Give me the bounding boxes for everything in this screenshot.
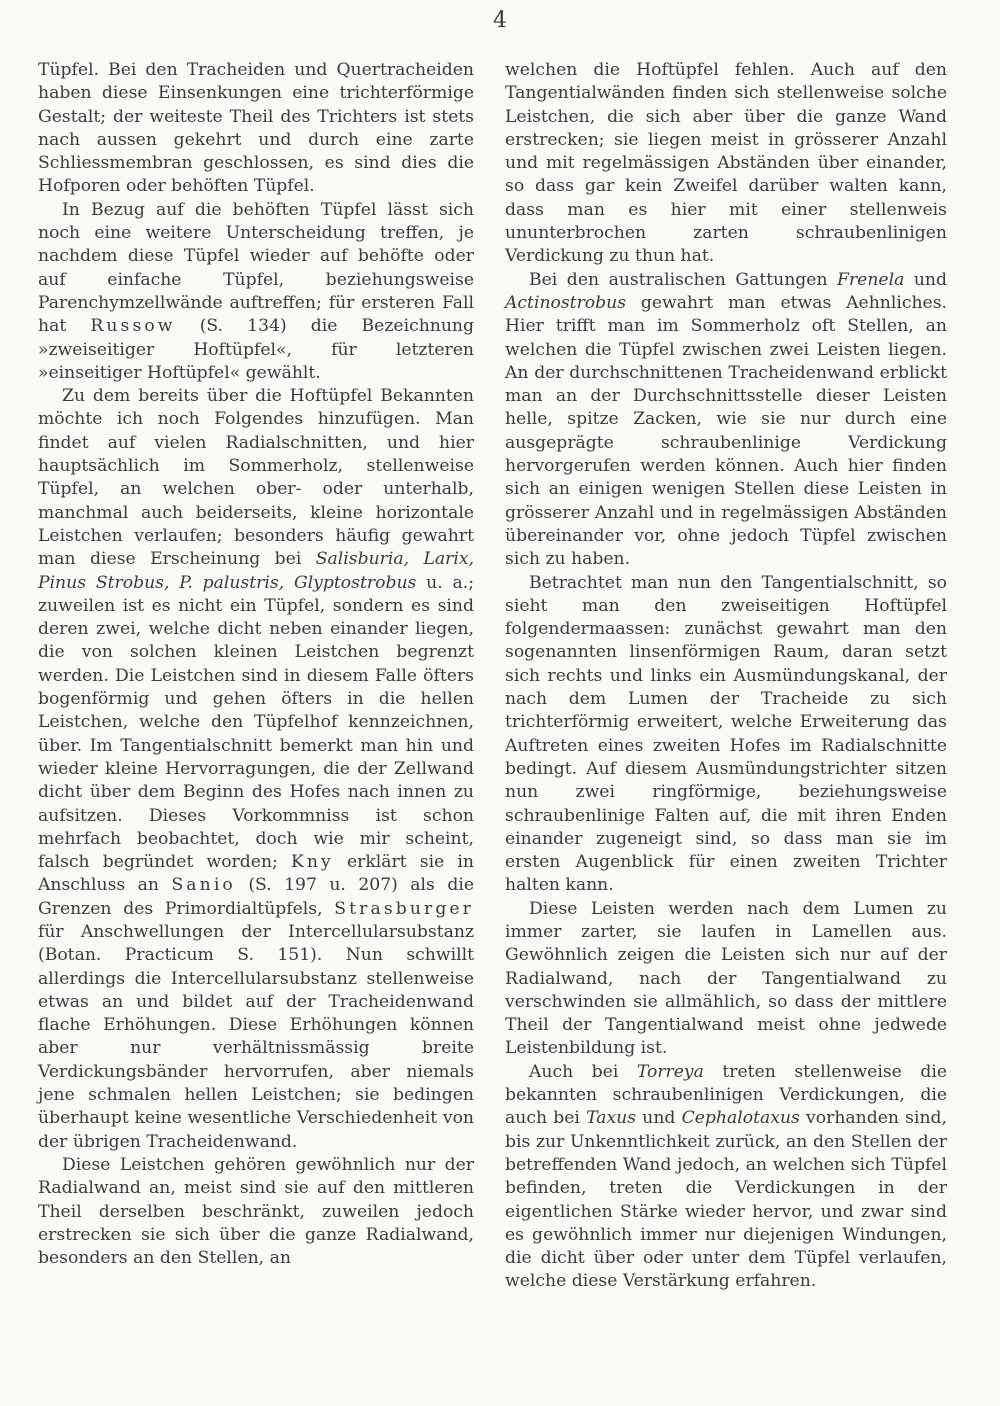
text-run: für Anschwellungen der Intercellularsubstanz (Botan. Practicum S. 151). Nun schwillt allerdings die Intercellularsubstanz stellenweise etwas an und bildet auf der Tracheidenwand flache Erhöhungen. Diese Erhöhungen können aber nur verhältnissmässig breite Verdickungsbänder hervorrufen, aber niemals jene schmalen hellen Leistchen; sie bedingen überhaupt keine wesentliche Verschiedenheit von der übrigen Tracheidenwand. bbox=[38, 921, 474, 1152]
spaced-author-name: Kny bbox=[290, 852, 334, 873]
italic-text: Frenela bbox=[837, 269, 905, 290]
paragraph bbox=[505, 572, 947, 898]
italic-text: Taxus bbox=[586, 1108, 637, 1129]
spaced-author-name: Strasburger bbox=[334, 898, 474, 919]
text-run: In Bezug auf die behöften Tüpfel lässt sich noch eine weitere Unterscheidung treffen, je nachdem diese Tüpfel wieder auf behöfte oder auf einfache Tüpfel, beziehungsweise Parenchymzellwände auftreffen; für ersteren Fall hat bbox=[38, 199, 474, 337]
text-run: gewahrt man etwas Aehnliches. Hier trifft man im Sommerholz oft Stellen, an welchen die Tüpfel zwischen zwei Leisten liegen. An der durchschnittenen Tracheidenwand erblickt man an der Durchschnittsstelle dieser Leisten helle, spitze Zacken, wie sie nur durch eine ausgeprägte schraubenlinige Verdickung hervorgerufen werden können. Auch hier finden sich an einigen wenigen Stellen diese Leisten in grösserer Anzahl und in regelmässigen Abständen übereinander vor, ohne jedoch Tüpfel zwischen sich zu haben. bbox=[505, 292, 947, 570]
page-number: 4 bbox=[493, 8, 507, 33]
text-run: und bbox=[636, 1108, 682, 1129]
italic-text: Torreya bbox=[636, 1061, 704, 1082]
left-column bbox=[38, 59, 474, 1270]
spaced-author-name: Russow bbox=[90, 316, 176, 337]
spaced-author-name: Sanio bbox=[171, 875, 236, 896]
paragraph bbox=[505, 269, 947, 572]
text-run: Betrachtet man nun den Tangentialschnitt, so sieht man den zweiseitigen Hoftüpfel folgendermaassen: zunächst gewahrt man den sogenannten linsenförmigen Raum, daran setzt sich rechts und links ein Ausmündungskanal, der nach dem Lumen der Tracheide zu sich trichterförmig erweitert, welche Erweiterung das Auftreten eines zweiten Hofes im Radialschnitte bedingt. Auf diesem Ausmündungstrichter sitzen nun zwei ringförmige, beziehungsweise schraubenlinige Falten auf, die mit ihren Enden einander zugeneigt sind, so dass man sie im ersten Augenblick für einen zweiten Trichter halten kann. bbox=[505, 572, 947, 896]
paragraph bbox=[505, 1061, 947, 1294]
text-run: Tüpfel. Bei den Tracheiden und Quertracheiden haben diese Einsenkungen eine trichterförmige Gestalt; der weiteste Theil des Trichters ist stets nach aussen gekehrt und durch eine zarte Schliessmembran geschlossen, es sind dies die Hofporen oder behöften Tüpfel. bbox=[38, 60, 474, 197]
text-run: Bei den australischen Gattungen bbox=[529, 269, 838, 290]
paragraph bbox=[505, 59, 947, 269]
italic-text: Salisburia, Larix, Pinus Strobus, P. palustris, Glyptostrobus bbox=[38, 549, 474, 593]
text-run: Diese Leistchen gehören gewöhnlich nur der Radialwand an, meist sind sie auf den mittleren Theil derselben beschränkt, zuweilen jedoch erstrecken sie sich über die ganze Radialwand, besonders an den Stellen, an bbox=[38, 1154, 474, 1269]
text-run: und bbox=[904, 269, 947, 290]
text-run: erklärt sie in Anschluss an bbox=[38, 852, 474, 896]
italic-text: Actinostrobus bbox=[505, 292, 627, 313]
text-run: Diese Leisten werden nach dem Lumen zu immer zarter, sie laufen in Lamellen aus. Gewöhnlich zeigen die Leisten sich nur auf der Radialwand, nach der Tangentialwand zu verschwinden sie allmählich, so dass der mittlere Theil der Tangentialwand meist ohne jedwede Leistenbildung ist. bbox=[505, 898, 947, 1059]
text-run: welchen die Hoftüpfel fehlen. Auch auf den Tangentialwänden finden sich stellenweise solche Leistchen, die sich aber über die ganze Wand erstrecken; sie liegen meist in grösserer Anzahl und mit regelmässigen Abständen über einander, so dass gar kein Zweifel darüber walten kann, dass man es hier mit einer stellenweis ununterbrochen zarten schraubenlinigen Verdickung zu thun hat. bbox=[505, 60, 947, 267]
right-column bbox=[505, 59, 947, 1294]
text-run: u. a.; zuweilen ist es nicht ein Tüpfel, sondern es sind deren zwei, welche dicht neben einander liegen, die von solchen kleinen Leistchen begrenzt werden. Die Leistchen sind in diesem Falle öfters bogenförmig und gehen öfters in die hellen Leistchen, welche den Tüpfelhof kennzeichnen, über. Im Tangentialschnitt bemerkt man hin und wieder kleine Hervorragungen, die der Zellwand dicht über dem Beginn des Hofes nach innen zu aufsitzen. Dieses Vorkommniss ist schon mehrfach beobachtet, doch wie mir scheint, falsch begründet worden; bbox=[38, 572, 475, 873]
paragraph bbox=[38, 199, 474, 385]
paragraph bbox=[38, 59, 474, 199]
paragraph bbox=[38, 385, 474, 1154]
text-run: treten stellenweise die bekannten schraubenlinigen Verdickungen, die auch bei bbox=[505, 1061, 947, 1129]
text-run: (S. 134) die Bezeichnung »zweiseitiger Hoftüpfel«, für letzteren »einseitiger Hoftüpfel« gewählt. bbox=[38, 316, 474, 383]
text-run: Auch bei bbox=[529, 1061, 637, 1082]
text-run: (S. 197 u. 207) als die Grenzen des Primordialtüpfels, bbox=[38, 875, 474, 919]
italic-text: Cephalotaxus bbox=[681, 1108, 800, 1129]
paragraph bbox=[38, 1154, 474, 1270]
paragraph bbox=[505, 898, 947, 1061]
text-run: Zu dem bereits über die Hoftüpfel Bekannten möchte ich noch Folgendes hinzufügen. Man findet auf vielen Radialschnitten, und hier hauptsächlich im Sommerholz, stellenweise Tüpfel, an welchen ober- oder unterhalb, manchmal auch beiderseits, kleine horizontale Leistchen verlaufen; besonders häufig gewahrt man diese Erscheinung bei bbox=[38, 386, 474, 570]
text-run: vorhanden sind, bis zur Unkenntlichkeit zurück, an den Stellen der betreffenden Wand jedoch, an welchen sich Tüpfel befinden, treten die Verdickungen in der eigentlichen Stärke wieder hervor, und zwar sind es gewöhnlich immer nur diejenigen Windungen, die dicht über oder unter dem Tüpfel verlaufen, welche diese Verstärkung erfahren. bbox=[505, 1108, 947, 1292]
